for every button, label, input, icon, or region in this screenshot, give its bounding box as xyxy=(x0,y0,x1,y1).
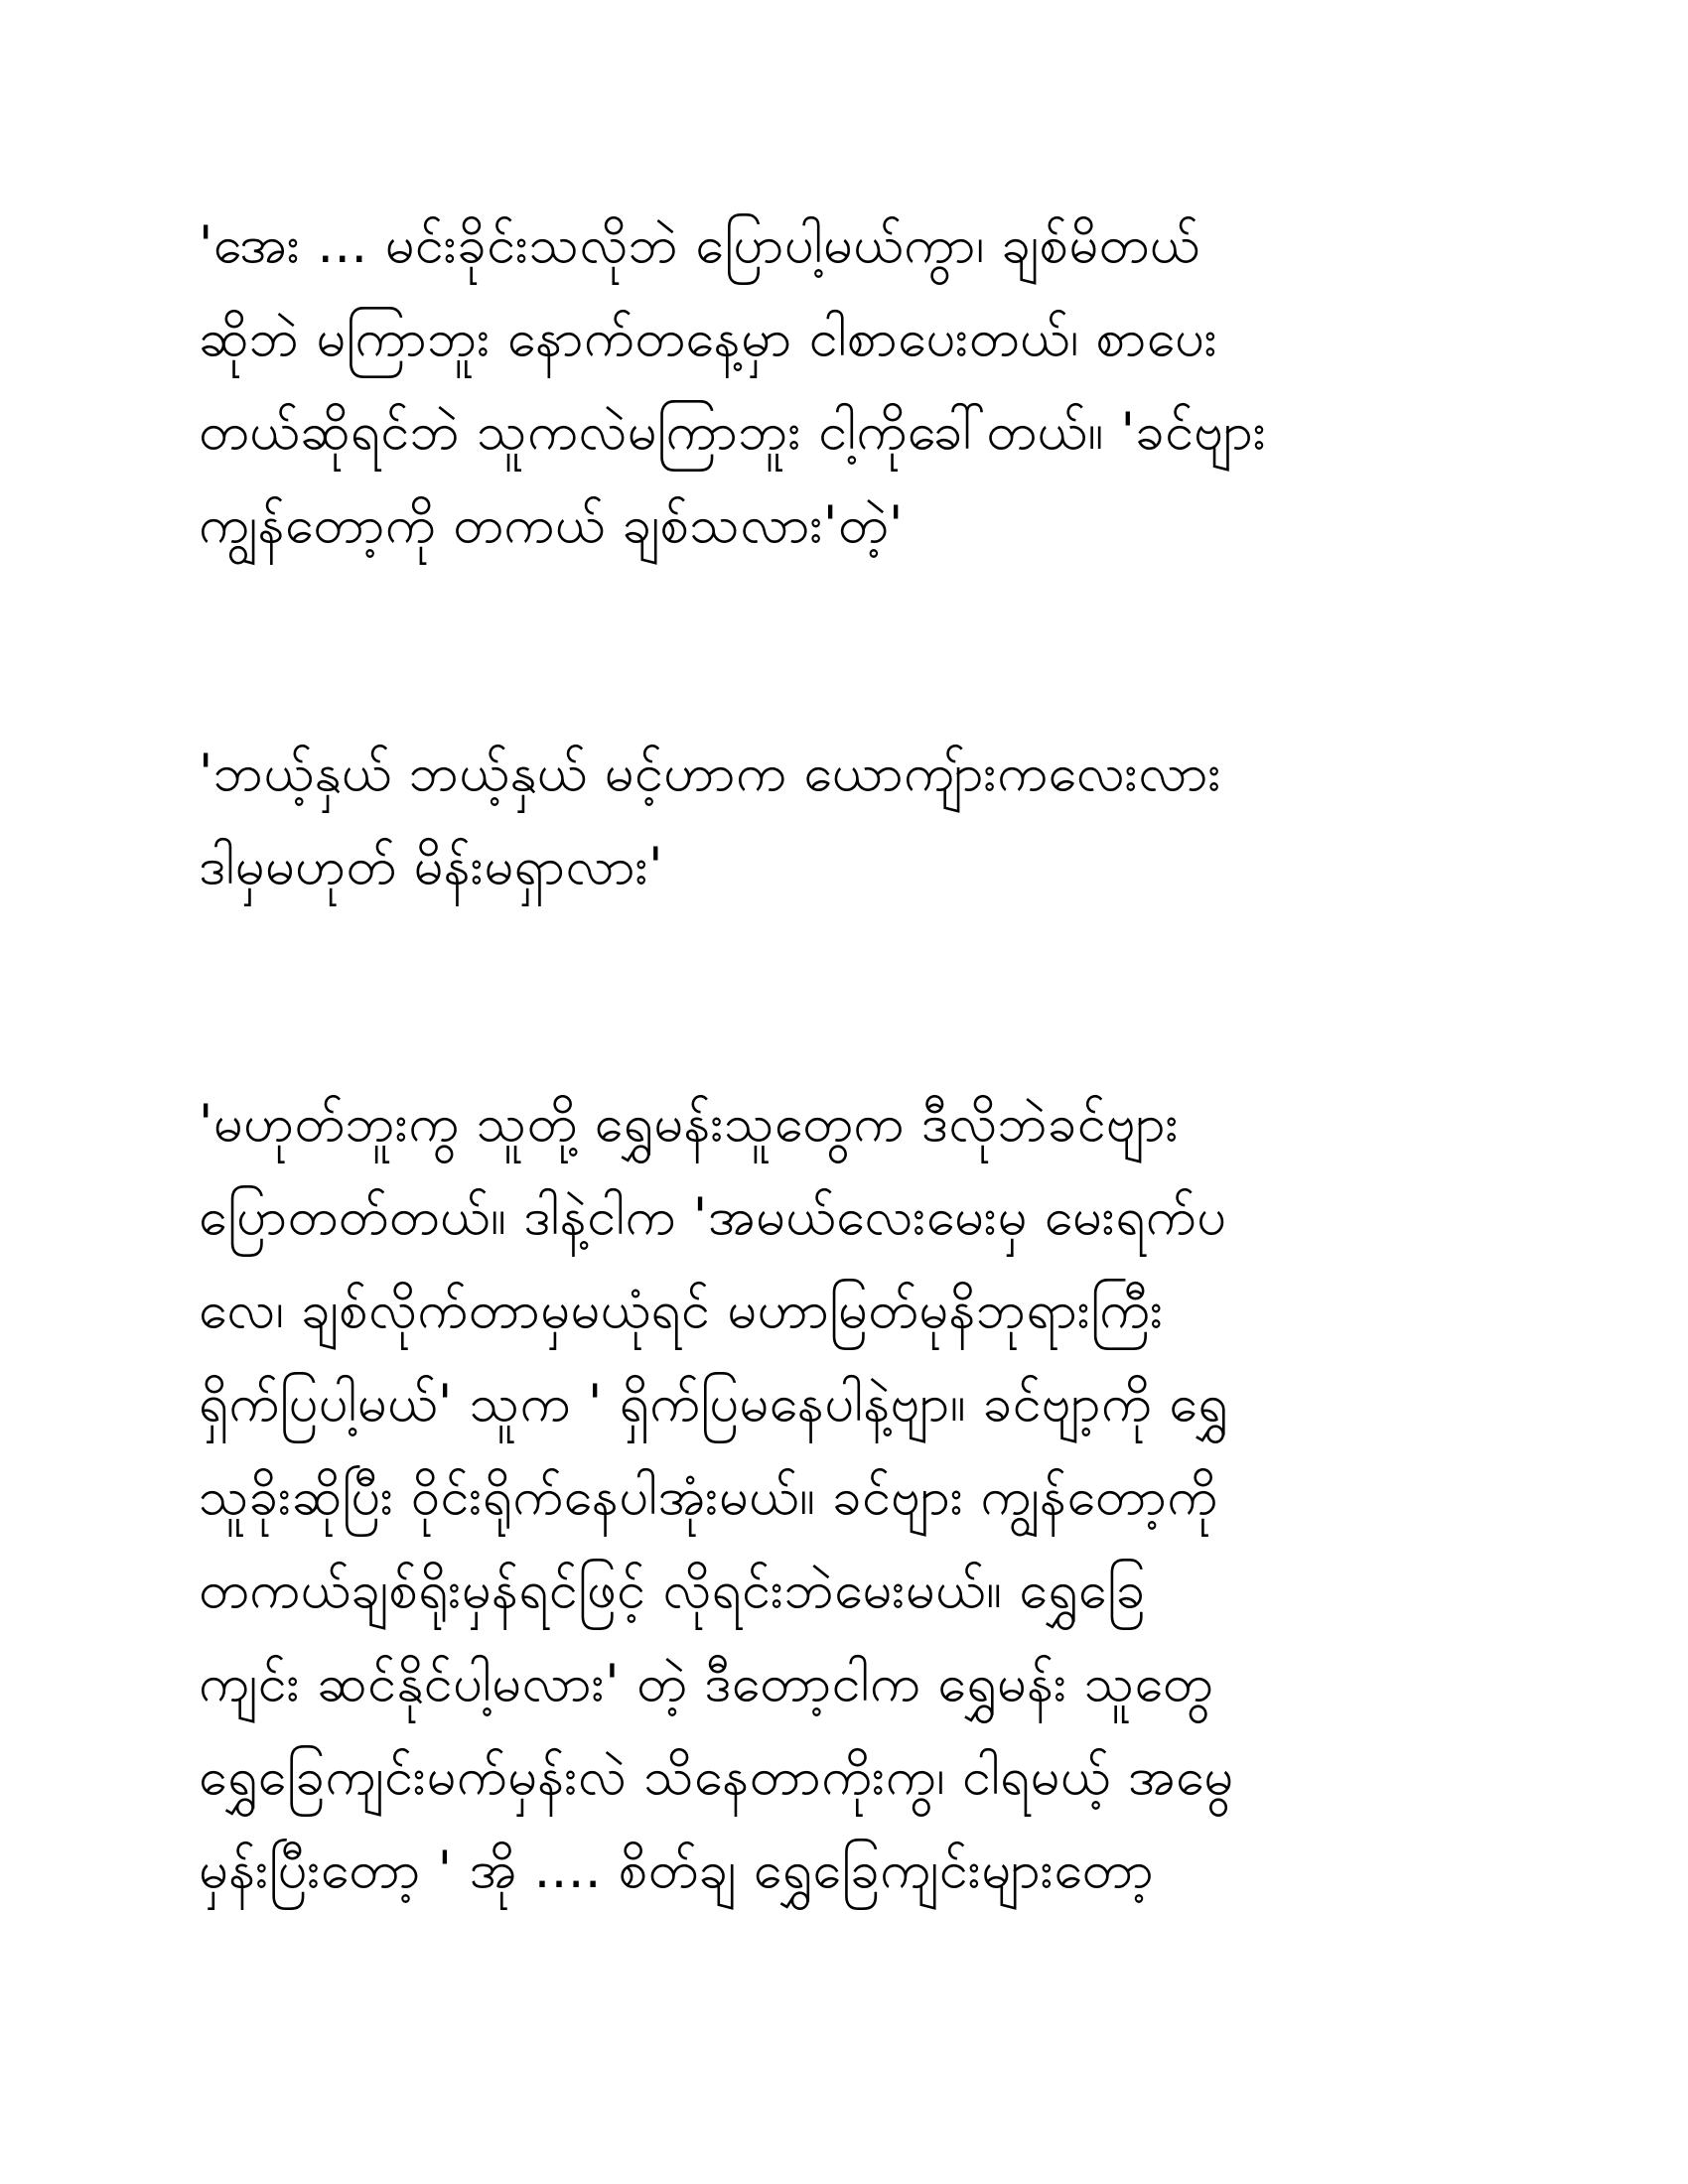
text-line: ဆိုဘဲ မကြာဘူး နောက်တနေ့မှာ ငါစာပေးတယ်၊ စာပေး xyxy=(199,309,1218,368)
text-line: မှန်းပြီးတော့ ' အို .... စိတ်ချ ရွှေခြေကျင်းများတော့ xyxy=(199,1841,1155,1900)
text-line: ရွှေခြေကျင်းမက်မှန်းလဲ သိနေတာကိုးကွ၊ ငါရမယ့် အမွေ xyxy=(199,1747,1234,1807)
paragraph-3 xyxy=(199,1077,1489,1917)
text-line: 'အေး ... မင်းခိုင်းသလိုဘဲ ပြောပါ့မယ်ကွာ၊ ချစ်မိတယ် xyxy=(199,215,1200,275)
text-line: 'မဟုတ်ဘူးကွ သူတို့ ရွှေမန်းသူတွေက ဒီလိုဘဲခင်ဗျား xyxy=(199,1094,1180,1154)
text-line: ပြောတတ်တယ်။ ဒါနဲ့ငါက 'အမယ်လေးမေးမှ မေးရက်ပ xyxy=(199,1187,1227,1247)
text-line: တယ်ဆိုရင်ဘဲ သူကလဲမကြာဘူး ငါ့ကိုခေါ်တယ်။ 'ခင်ဗျား xyxy=(199,402,1267,462)
text-line: ရှိက်ပြပါ့မယ်' သူက ' ရှိက်ပြမနေပါနဲ့ဗျာ။ ခင်ဗျာ့ကို ရွှေ xyxy=(199,1374,1228,1433)
text-line: သူခိုးဆိုပြီး ဝိုင်းရိုက်နေပါအုံးမယ်။ ခင်ဗျား ကျွန်တော့ကို xyxy=(199,1467,1218,1527)
text-line: 'ဘယ့်နှယ် ဘယ့်နှယ် မင့်ဟာက ယောကျ်ားကလေးလား xyxy=(199,744,1222,803)
paragraph-2 xyxy=(199,727,1489,913)
text-line: ဒါမှမဟုတ် မိန်းမရှာလား' xyxy=(199,837,663,896)
text-line: ကျင်း ဆင်နိုင်ပါ့မလား' တဲ့ ဒီတော့ငါက ရွှေမန်း သူတွေ xyxy=(199,1654,1213,1713)
text-line: တကယ်ချစ်ရိုးမှန်ရင်ဖြင့် လိုရင်းဘဲမေးမယ်။ ရွှေခြေ xyxy=(199,1561,1146,1620)
text-line: ကျွန်တော့ကို တကယ် ချစ်သလား'တဲ့' xyxy=(199,495,904,555)
paragraph-1 xyxy=(199,199,1489,572)
text-line: လေ၊ ချစ်လိုက်တာမှမယုံရင် မဟာမြတ်မုနိဘုရားကြီး xyxy=(199,1281,1164,1340)
